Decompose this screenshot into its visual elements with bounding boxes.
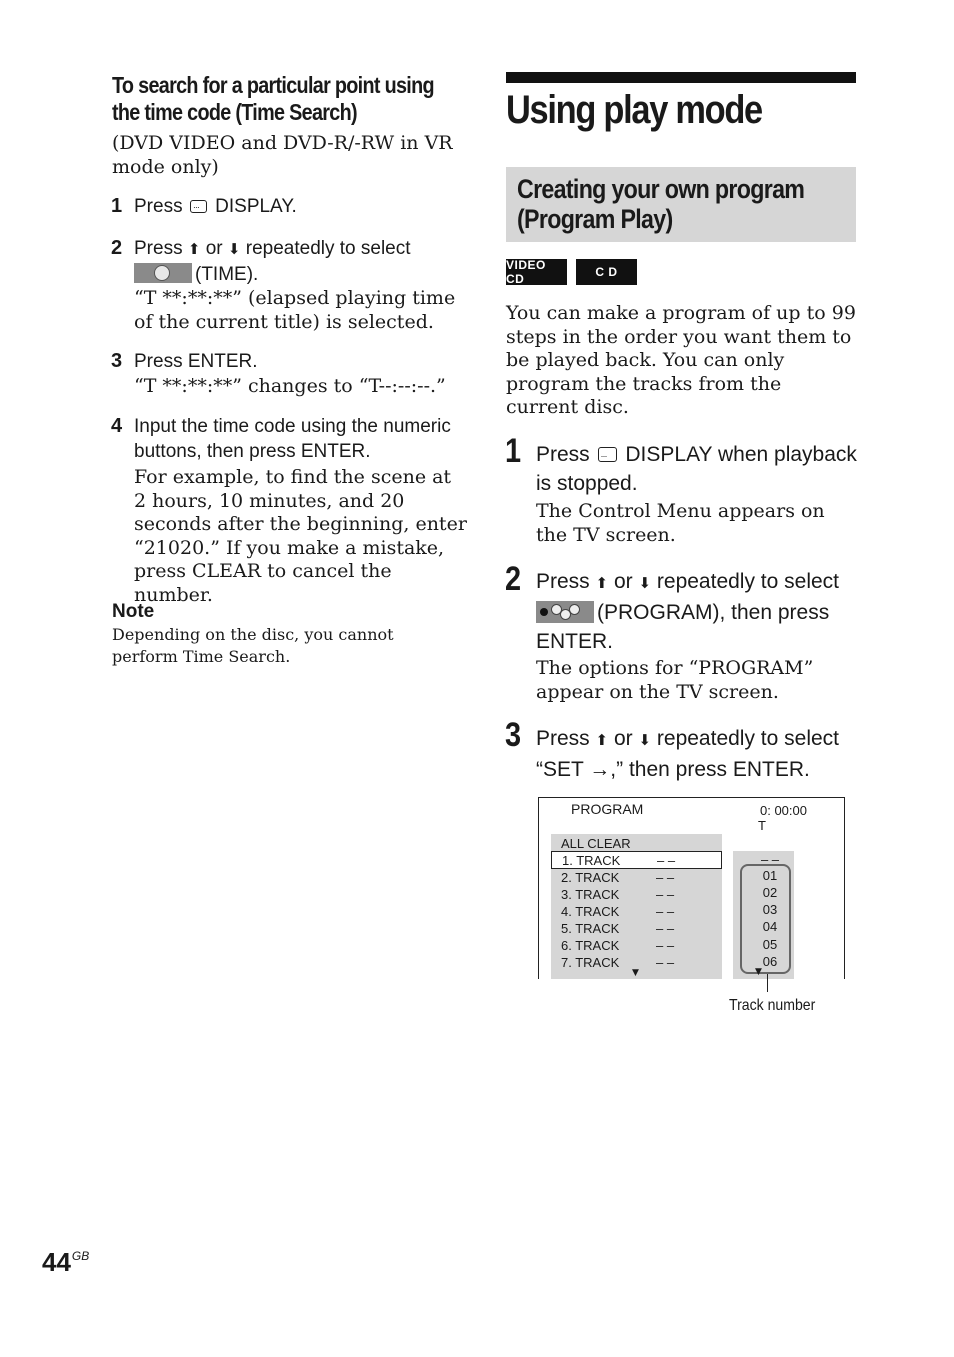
track-dash: – – <box>760 852 780 867</box>
step-press: Press <box>536 727 590 750</box>
step-description: For example, to find the scene at 2 hours, 10 minutes, and 20 seconds after the beginning, enter “21020.” If you make a mistake, press CLEAR to cancel the number. <box>134 466 467 606</box>
step-text <box>134 194 474 219</box>
step-action: repeatedly to select <box>245 238 411 259</box>
screen-time: 0: 00:00 <box>760 803 807 818</box>
display-icon <box>190 200 207 213</box>
track-number[interactable]: 01 <box>762 868 778 883</box>
row-label: 1. TRACK <box>562 853 621 868</box>
step-press: Press <box>536 443 590 466</box>
row-value: – – <box>656 904 675 919</box>
step-action-line2: “SET →,” then press ENTER. <box>536 758 810 781</box>
callout-track-number: Track number <box>729 997 816 1014</box>
screen-title: PROGRAM <box>571 801 644 817</box>
title-rule <box>506 72 856 83</box>
time-icon <box>134 263 192 283</box>
step-description: “T **:**:**” (elapsed playing time of the current title) is selected. <box>134 287 456 333</box>
row-label: 6. TRACK <box>561 938 620 953</box>
step-description: The Control Menu appears on the TV screen. <box>536 500 825 546</box>
page-number-suffix: GB <box>71 1249 90 1263</box>
up-arrow-icon: ⬆ <box>595 732 609 749</box>
step-icon-label: (TIME). <box>195 264 259 285</box>
row-value: – – <box>656 887 675 902</box>
badge-cd: C D <box>576 259 637 285</box>
step-number: 4 <box>111 415 123 437</box>
track-number[interactable]: 04 <box>762 919 778 934</box>
step-description: “T **:**:**” changes to “T--:--:--.” <box>134 375 446 397</box>
step-number: 1 <box>505 432 522 470</box>
down-arrow-icon: ⬇ <box>227 241 241 258</box>
row-label: 3. TRACK <box>561 887 620 902</box>
row-label: 5. TRACK <box>561 921 620 936</box>
badge-video-cd: VIDEO CD <box>506 259 567 285</box>
step-or: or <box>613 727 633 750</box>
callout-line <box>767 974 768 992</box>
row-value: – – <box>656 955 675 970</box>
step-icon-label: (PROGRAM), then press ENTER. <box>536 601 830 653</box>
page-number <box>42 1247 89 1278</box>
step-text <box>134 236 474 287</box>
step-number: 2 <box>111 237 123 259</box>
step-text <box>536 724 866 784</box>
step-text <box>536 567 866 656</box>
step-press: Press <box>134 238 183 259</box>
step-action: repeatedly to select <box>656 570 840 593</box>
row-label: 7. TRACK <box>561 955 620 970</box>
step-number: 2 <box>505 560 522 598</box>
program-row[interactable] <box>551 903 722 920</box>
track-scroll-down-icon[interactable]: ▼ <box>755 967 762 977</box>
step-press: Press <box>536 570 590 593</box>
program-row[interactable] <box>551 937 722 954</box>
down-arrow-icon: ⬇ <box>638 575 652 592</box>
program-row[interactable] <box>551 886 722 903</box>
track-number[interactable]: 02 <box>762 885 778 900</box>
page-title: Using play mode <box>506 88 762 132</box>
row-label: ALL CLEAR <box>561 836 631 851</box>
step-description: The options for “PROGRAM” appear on the TV screen. <box>536 657 814 703</box>
row-value: – – <box>656 938 675 953</box>
row-value: – – <box>656 870 675 885</box>
step-action: repeatedly to select <box>656 727 840 750</box>
step-action: DISPLAY when playback is stopped. <box>536 443 857 495</box>
scroll-down-icon[interactable]: ▼ <box>632 968 639 978</box>
program-row[interactable] <box>551 920 722 937</box>
program-row-selected[interactable] <box>551 851 722 869</box>
row-value: – – <box>656 921 675 936</box>
intro-text: You can make a program of up to 99 steps in the order you want them to be played back. You can only program the tracks from the current disc. <box>506 302 856 418</box>
program-row[interactable] <box>551 835 722 852</box>
step-press: Press <box>134 196 183 217</box>
screen-time-label: T <box>758 818 766 833</box>
note-heading: Note <box>112 601 155 622</box>
step-text <box>536 440 866 498</box>
row-label: 4. TRACK <box>561 904 620 919</box>
page-number-value: 44 <box>42 1247 71 1277</box>
step-number: 3 <box>111 350 123 372</box>
step-or: or <box>205 238 223 259</box>
note-text: Depending on the disc, you cannot perform Time Search. <box>112 625 394 666</box>
track-number[interactable]: 06 <box>762 954 778 969</box>
section-subtitle: Creating your own program (Program Play) <box>517 174 805 234</box>
up-arrow-icon: ⬆ <box>595 575 609 592</box>
row-value: – – <box>657 853 676 868</box>
track-number[interactable]: 03 <box>762 902 778 917</box>
program-row[interactable] <box>551 869 722 886</box>
step-number: 1 <box>111 195 123 217</box>
step-or: or <box>613 570 633 593</box>
section-heading-time-search: To search for a particular point using the time code (Time Search) <box>112 72 434 125</box>
down-arrow-icon: ⬇ <box>638 732 652 749</box>
step-number: 3 <box>505 716 522 754</box>
track-number[interactable]: 05 <box>762 937 778 952</box>
program-icon <box>536 601 594 623</box>
up-arrow-icon: ⬆ <box>187 241 201 258</box>
step-action: DISPLAY. <box>215 196 297 217</box>
display-icon <box>598 447 617 462</box>
step-text: Press ENTER. <box>134 351 258 372</box>
row-label: 2. TRACK <box>561 870 620 885</box>
section-subheading: (DVD VIDEO and DVD-R/-RW in VR mode only) <box>112 132 453 178</box>
step-text: Input the time code using the numeric buttons, then press ENTER. <box>134 416 451 462</box>
